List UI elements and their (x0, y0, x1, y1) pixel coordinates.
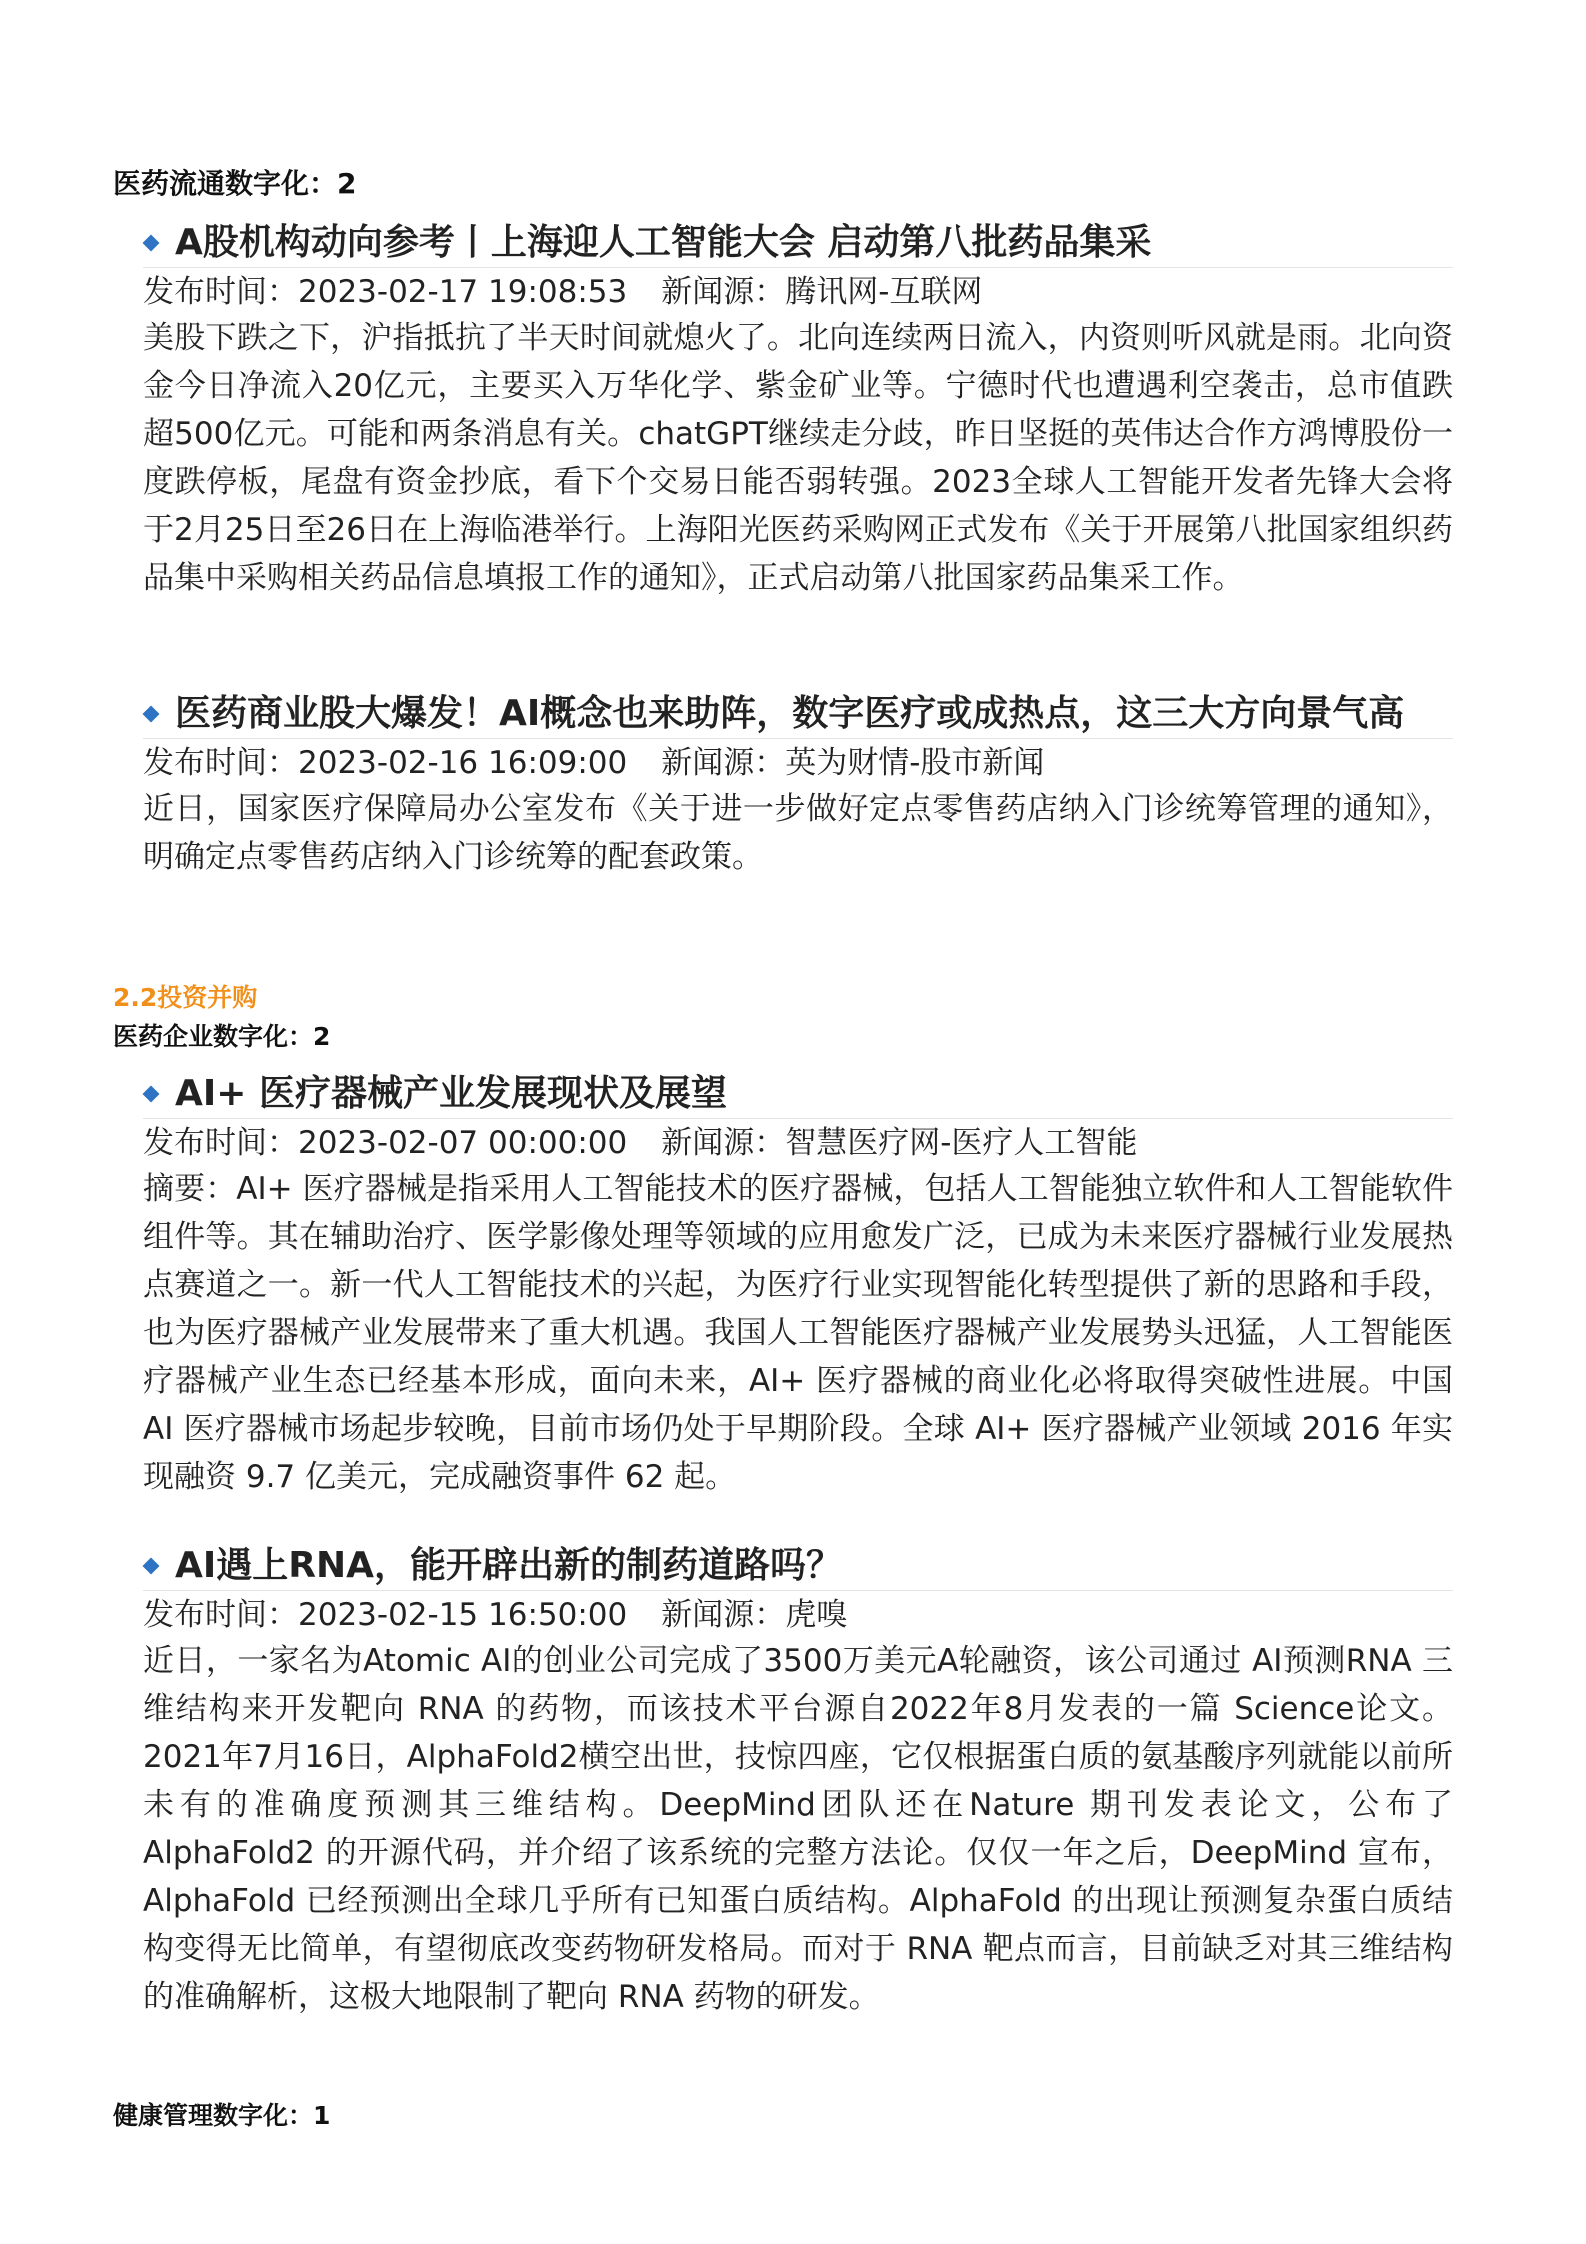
news-article-1 (143, 221, 1453, 602)
diamond-bullet-icon (143, 1086, 160, 1103)
article-body: 近日，国家医疗保障局办公室发布《关于进一步做好定点零售药店纳入门诊统筹管理的通知》，明确定点零售药店纳入门诊统筹的配套政策。 (143, 791, 1453, 875)
time-label: 发布时间： (143, 1125, 298, 1161)
time-label: 发布时间： (143, 274, 298, 310)
article-body: 近日，一家名为Atomic AI的创业公司完成了3500万美元A轮融资，该公司通过 AI预测RNA 三维结构来开发靶向 RNA 的药物，而该技术平台源自2022年8月发表的一篇 Science论文。2021年7月16日，AlphaFold2横空出世，技惊四座，它仅根据蛋白质的氨基酸序列就能以前所未有的准确度预测其三维结构。DeepMind团队还在Nature 期刊发表论文，公布了 AlphaFold2 的开源代码，并介绍了该系统的完整方法论。仅仅一年之后，DeepMind 宣布，AlphaFold 已经预测出全球几乎所有已知蛋白质结构。AlphaFold 的出现让预测复杂蛋白质结构变得无比简单，有望彻底改变药物研发格局。而对于 RNA 靶点而言，目前缺乏对其三维结构的准确解析，这极大地限制了靶向 RNA 药物的研发。 (143, 1643, 1453, 2015)
publish-time: 2023-02-15 16:50:00 (298, 1597, 628, 1633)
article-meta (143, 741, 1453, 785)
source-label: 新闻源： (661, 274, 786, 310)
category-heading-pharma-circulation: 医药流通数字化：2 (113, 167, 357, 200)
article-title-3[interactable] (143, 1072, 1453, 1116)
article-title-1[interactable] (143, 221, 1453, 265)
article-title-text: AI遇上RNA，能开辟出新的制药道路吗？ (175, 1545, 842, 1586)
diamond-bullet-icon (143, 1558, 160, 1575)
section-heading-investment: 2.2投资并购 (113, 983, 258, 1012)
source-label: 新闻源： (661, 1125, 786, 1161)
publish-time: 2023-02-17 19:08:53 (298, 274, 628, 310)
diamond-bullet-icon (143, 706, 160, 723)
publish-time: 2023-02-07 00:00:00 (298, 1125, 628, 1161)
time-label: 发布时间： (143, 1597, 298, 1633)
source-label: 新闻源： (661, 1597, 786, 1633)
news-source: 智慧医疗网-医疗人工智能 (785, 1125, 1138, 1161)
article-title-text: A股机构动向参考丨上海迎人工智能大会 启动第八批药品集采 (175, 222, 1152, 263)
source-label: 新闻源： (661, 745, 786, 781)
time-label: 发布时间： (143, 745, 298, 781)
title-divider (143, 738, 1453, 739)
article-title-text: AI+ 医疗器械产业发展现状及展望 (175, 1073, 727, 1114)
title-divider (143, 267, 1453, 268)
news-source: 英为财情-股市新闻 (785, 745, 1045, 781)
category-heading-health-mgmt: 健康管理数字化：1 (113, 2101, 331, 2130)
article-meta (143, 1593, 1453, 1637)
article-meta (143, 1121, 1453, 1165)
category-heading-pharma-enterprise: 医药企业数字化：2 (113, 1022, 331, 1051)
news-article-2 (143, 692, 1453, 881)
publish-time: 2023-02-16 16:09:00 (298, 745, 628, 781)
title-divider (143, 1118, 1453, 1119)
article-title-4[interactable] (143, 1544, 1453, 1588)
article-body: 美股下跌之下，沪指抵抗了半天时间就熄火了。北向连续两日流入，内资则听风就是雨。北向资金今日净流入20亿元，主要买入万华化学、紫金矿业等。宁德时代也遭遇利空袭击，总市值跌超500亿元。可能和两条消息有关。chatGPT继续走分歧，昨日坚挺的英伟达合作方鸿博股份一度跌停板，尾盘有资金抄底，看下个交易日能否弱转强。2023全球人工智能开发者先锋大会将于2月25日至26日在上海临港举行。上海阳光医药采购网正式发布《关于开展第八批国家组织药品集中采购相关药品信息填报工作的通知》，正式启动第八批国家药品集采工作。 (143, 320, 1453, 596)
article-body: 摘要：AI+ 医疗器械是指采用人工智能技术的医疗器械，包括人工智能独立软件和人工智能软件组件等。其在辅助治疗、医学影像处理等领域的应用愈发广泛，已成为未来医疗器械行业发展热点赛道之一。新一代人工智能技术的兴起，为医疗行业实现智能化转型提供了新的思路和手段，也为医疗器械产业发展带来了重大机遇。我国人工智能医疗器械产业发展势头迅猛，人工智能医疗器械产业生态已经基本形成，面向未来，AI+ 医疗器械的商业化必将取得突破性进展。中国 AI 医疗器械市场起步较晚，目前市场仍处于早期阶段。全球 AI+ 医疗器械产业领域 2016 年实现融资 9.7 亿美元，完成融资事件 62 起。 (143, 1171, 1453, 1495)
news-article-4 (143, 1544, 1453, 2021)
article-title-2[interactable] (143, 692, 1453, 736)
news-source: 腾讯网-互联网 (785, 274, 983, 310)
article-meta (143, 270, 1453, 314)
news-article-3 (143, 1072, 1453, 1501)
news-source: 虎嗅 (785, 1597, 848, 1633)
title-divider (143, 1590, 1453, 1591)
article-title-text: 医药商业股大爆发！AI概念也来助阵，数字医疗或成热点，这三大方向景气高 (175, 693, 1405, 734)
diamond-bullet-icon (143, 235, 160, 252)
